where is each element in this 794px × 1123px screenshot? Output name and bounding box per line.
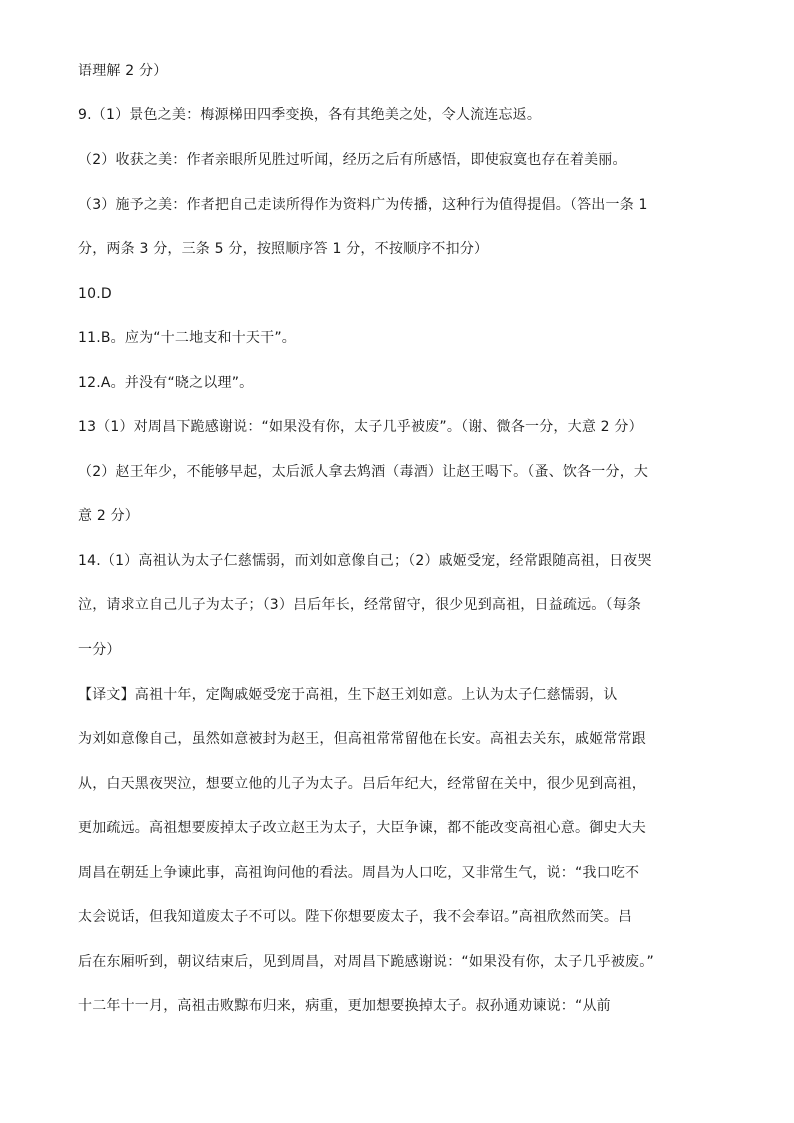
translation-line: 周昌在朝廷上争谏此事，高祖询问他的看法。周昌为人口吃，又非常生气，说：“我口吃不 [78, 865, 640, 881]
text-line: 语理解 2 分） [78, 63, 168, 79]
translation-line: 更加疏远。高祖想要废掉太子改立赵王为太子，大臣争谏，都不能改变高祖心意。御史大夫 [78, 820, 646, 836]
text-line: 一分） [78, 642, 121, 658]
translation-line: 太会说话，但我知道废太子不可以。陛下你想要废太子，我不会奉诏。”高祖欣然而笑。吕 [78, 909, 633, 925]
translation-line: 从，白天黑夜哭泣，想要立他的儿子为太子。吕后年纪大，经常留在关中，很少见到高祖， [78, 776, 646, 792]
answer-9-line: 9.（1）景色之美：梅源梯田四季变换，各有其绝美之处，令人流连忘返。 [78, 107, 542, 123]
answer-9-2-line: （2）收获之美：作者亲眼所见胜过听闻，经历之后有所感悟，即使寂寞也存在着美丽。 [78, 152, 627, 168]
translation-line: 后在东厢听到，朝议结束后，见到周昌，对周昌下跪感谢说：“如果没有你，太子几乎被废。” [78, 954, 654, 970]
text-line: 意 2 分） [78, 508, 140, 524]
translation-line: 为刘如意像自己，虽然如意被封为赵王，但高祖常常留他在长安。高祖去关东，戚姬常常跟 [78, 731, 646, 747]
answer-14-line: 14.（1）高祖认为太子仁慈懦弱，而刘如意像自己；（2）戚姬受宠，经常跟随高祖，日夜哭 [78, 553, 652, 569]
translation-heading-line: 【译文】高祖十年，定陶戚姬受宠于高祖，生下赵王刘如意。上认为太子仁慈懦弱，认 [78, 687, 618, 703]
translation-line: 十二年十一月，高祖击败黥布归来，病重，更加想要换掉太子。叔孙通劝谏说：“从前 [78, 998, 611, 1014]
scoring-note-line: 分，两条 3 分，三条 5 分，按照顺序答 1 分，不按顺序不扣分） [78, 241, 489, 257]
answer-9-3-line: （3）施予之美：作者把自己走读所得作为资料广为传播，这种行为值得提倡。（答出一条 1 [78, 197, 648, 213]
answer-13-1-line: 13（1）对周昌下跪感谢说：“如果没有你，太子几乎被废”。（谢、微各一分，大意 2 分） [78, 419, 643, 435]
answer-13-2-line: （2）赵王年少，不能够早起，太后派人拿去鸩酒（毒酒）让赵王喝下。（蚤、饮各一分，大 [78, 464, 649, 480]
text-line: 泣，请求立自己儿子为太子；（3）吕后年长，经常留守，很少见到高祖，日益疏远。（每条 [78, 597, 642, 613]
answer-10-line: 10.D [78, 286, 112, 302]
answer-12-line: 12.A。并没有“晓之以理”。 [78, 375, 254, 391]
answer-11-line: 11.B。应为“十二地支和十天干”。 [78, 330, 296, 346]
